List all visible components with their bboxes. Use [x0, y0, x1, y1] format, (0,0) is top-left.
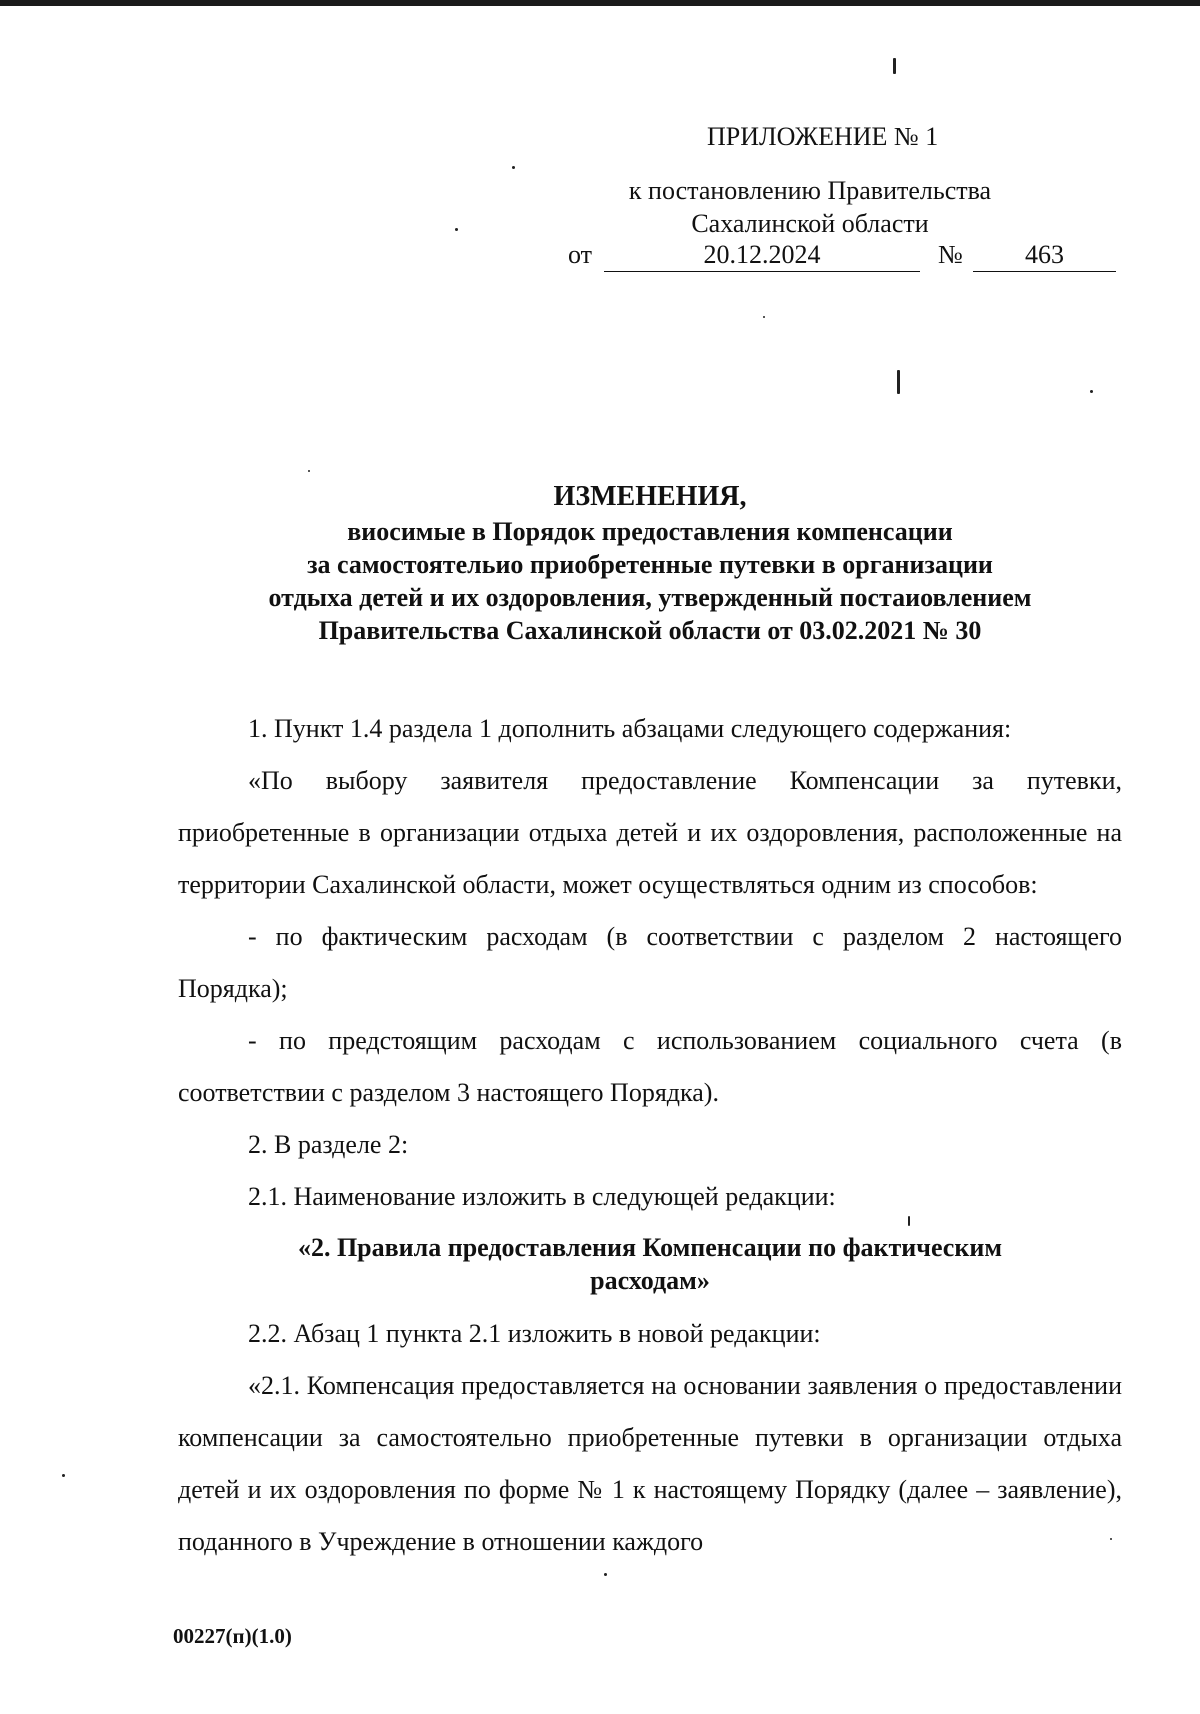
- decree-date-number-row: [568, 240, 1118, 274]
- scan-speck: [893, 58, 896, 74]
- paragraph-4: - по предстоящим расходам с использованием социального счета (в соответствии с разделом 3 настоящего Порядка).: [178, 1026, 1122, 1107]
- document-title: [150, 480, 1150, 647]
- paragraph-1: 1. Пункт 1.4 раздела 1 дополнить абзацами следующего содержания:: [248, 714, 1012, 743]
- title-line-4: Правительства Сахалинской области от 03.02.2021 № 30: [318, 616, 982, 645]
- paragraph-5: 2. В разделе 2:: [248, 1130, 409, 1159]
- decree-reference-line1: к постановлению Правительства: [628, 176, 992, 205]
- scan-speck: [62, 1474, 65, 1477]
- paragraph-6: 2.1. Наименование изложить в следующей редакции:: [248, 1182, 836, 1211]
- section-heading: [178, 1223, 1122, 1308]
- scan-speck: [908, 1216, 910, 1226]
- title-line-2: за самостоятельио приобретенные путевки в организации: [307, 550, 993, 579]
- decree-number: 463: [973, 240, 1116, 272]
- decree-reference: [560, 174, 1060, 240]
- scan-speck: [308, 470, 310, 472]
- paragraph-3: - по фактическим расходам (в соответствии с разделом 2 настоящего Порядка);: [178, 922, 1122, 1003]
- scan-top-border: [0, 0, 1200, 6]
- scan-speck: [763, 316, 765, 318]
- document-body: [178, 703, 1122, 1568]
- document-code: 00227(п)(1.0): [173, 1624, 292, 1648]
- from-label: от: [568, 240, 593, 269]
- scan-speck: [604, 1573, 607, 1576]
- paragraph-2: «По выбору заявителя предоставление Компенсации за путевки, приобретенные в организации отдыха детей и их оздоровления, расположенные на территории Сахалинской области, может осуществляться одним из способов:: [178, 766, 1122, 899]
- scan-speck: [455, 228, 458, 231]
- scan-speck: [897, 370, 900, 394]
- title-main: ИЗМЕНЕНИЯ,: [553, 481, 747, 512]
- title-line-3: отдыха детей и их оздоровления, утвержденный постаиовлением: [268, 583, 1032, 612]
- decree-reference-line2: Сахалинской области: [691, 209, 929, 238]
- scan-speck: [1110, 1538, 1112, 1540]
- paragraph-8: «2.1. Компенсация предоставляется на основании заявления о предоставлении компенсации за самостоятельно приобретенные путевки в организации отдыха детей и их оздоровления по форме № 1 к настоящему Порядку (далее – заявление), поданного в Учреждение в отношении каждого: [178, 1371, 1122, 1556]
- decree-date: 20.12.2024: [604, 240, 920, 272]
- section-heading-line2: расходам»: [590, 1266, 710, 1295]
- title-line-1: виосимые в Порядок предоставления компенсации: [347, 517, 953, 546]
- paragraph-7: 2.2. Абзац 1 пункта 2.1 изложить в новой редакции:: [248, 1319, 821, 1348]
- scan-speck: [512, 166, 515, 169]
- section-heading-line1: «2. Правила предоставления Компенсации по фактическим: [297, 1233, 1003, 1262]
- appendix-label: ПРИЛОЖЕНИЕ № 1: [707, 122, 939, 151]
- number-sign: №: [938, 240, 963, 269]
- scan-speck: [1090, 390, 1093, 393]
